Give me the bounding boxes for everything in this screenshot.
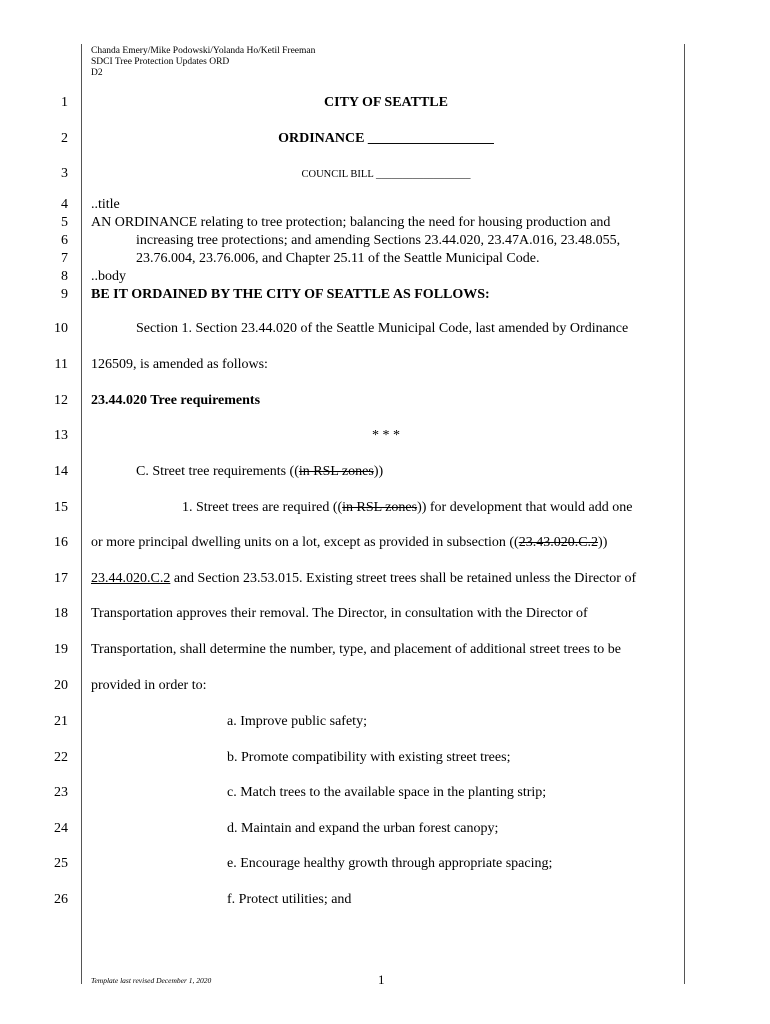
template-revision-note: Template last revised December 1, 2020 xyxy=(91,976,212,985)
text-run: and Section 23.53.015. Existing street trees shall be retained unless the Director of xyxy=(170,571,637,586)
line-number: 21 xyxy=(54,714,68,729)
line-number: 11 xyxy=(54,357,68,372)
list-item: c. Match trees to the available space in the planting strip; xyxy=(227,785,547,800)
enacting-clause: BE IT ORDAINED BY THE CITY OF SEATTLE AS FOLLOWS: xyxy=(91,287,490,302)
paragraph-text: provided in order to: xyxy=(91,678,207,693)
line-number: 12 xyxy=(54,393,68,408)
omission-asterisks: * * * xyxy=(372,428,400,443)
line-number: 18 xyxy=(54,606,68,621)
subsection-c xyxy=(136,463,383,481)
right-margin-rule xyxy=(684,44,685,984)
text-run: )) xyxy=(373,464,384,479)
title-marker: ..title xyxy=(91,197,120,212)
line-number: 4 xyxy=(61,197,68,212)
list-item: a. Improve public safety; xyxy=(227,714,367,729)
header-authors: Chanda Emery/Mike Podowski/Yolanda Ho/Ketil Freeman xyxy=(91,46,316,56)
body-marker: ..body xyxy=(91,269,126,284)
title-line: AN ORDINANCE relating to tree protection; balancing the need for housing production and xyxy=(91,215,611,230)
list-item: d. Maintain and expand the urban forest canopy; xyxy=(227,821,499,836)
line-number: 19 xyxy=(54,642,68,657)
text-run: C. Street tree requirements (( xyxy=(136,464,299,479)
list-item: f. Protect utilities; and xyxy=(227,892,352,907)
line-number: 9 xyxy=(61,287,68,302)
line-number: 13 xyxy=(54,428,68,443)
paragraph-text: Transportation, shall determine the number, type, and placement of additional street trees to be xyxy=(91,642,621,657)
line-number: 17 xyxy=(54,571,68,586)
section-text: Section 1. Section 23.44.020 of the Seattle Municipal Code, last amended by Ordinance xyxy=(136,321,629,336)
line-number: 15 xyxy=(54,500,68,515)
left-margin-rule xyxy=(81,44,82,984)
line-number: 25 xyxy=(54,856,68,871)
deleted-text: in RSL zones xyxy=(298,464,374,479)
ordinance-heading: ORDINANCE __________________ xyxy=(278,131,494,146)
document-header xyxy=(91,46,315,79)
text-run: )) for development that would add one xyxy=(417,500,633,515)
list-item: b. Promote compatibility with existing street trees; xyxy=(227,750,511,765)
line-number: 26 xyxy=(54,892,68,907)
title-line: 23.76.004, 23.76.006, and Chapter 25.11 of the Seattle Municipal Code. xyxy=(136,251,540,266)
line-number: 20 xyxy=(54,678,68,693)
text-run: )) xyxy=(598,535,608,550)
paragraph-text xyxy=(91,534,607,552)
city-heading: CITY OF SEATTLE xyxy=(324,95,448,110)
line-number: 22 xyxy=(54,750,68,765)
line-number: 16 xyxy=(54,535,68,550)
line-number: 23 xyxy=(54,785,68,800)
title-line: increasing tree protections; and amending Sections 23.44.020, 23.47A.016, 23.48.055, xyxy=(136,233,621,248)
line-number: 8 xyxy=(61,269,68,284)
text-run: 1. Street trees are required (( xyxy=(182,500,343,515)
inserted-text: 23.44.020.C.2 xyxy=(91,571,171,586)
header-title: SDCI Tree Protection Updates ORD xyxy=(91,57,230,67)
code-section-heading: 23.44.020 Tree requirements xyxy=(91,393,261,408)
paragraph-text: Transportation approves their removal. The Director, in consultation with the Director of xyxy=(91,606,588,621)
paragraph-text xyxy=(91,570,636,588)
page-number: 1 xyxy=(378,972,385,987)
line-number: 5 xyxy=(61,215,68,230)
deleted-text: 23.43.020.C.2 xyxy=(518,535,599,550)
line-number: 24 xyxy=(54,821,68,836)
line-number: 10 xyxy=(54,321,68,336)
line-number: 3 xyxy=(61,166,68,181)
line-number: 7 xyxy=(61,251,68,266)
paragraph-1 xyxy=(182,499,632,517)
council-bill: COUNCIL BILL __________________ xyxy=(301,169,471,180)
line-number: 1 xyxy=(61,95,68,110)
section-text: 126509, is amended as follows: xyxy=(91,357,268,372)
list-item: e. Encourage healthy growth through appropriate spacing; xyxy=(227,856,553,871)
text-run: or more principal dwelling units on a lot, except as provided in subsection (( xyxy=(91,535,519,550)
line-number: 2 xyxy=(61,131,68,146)
line-number: 6 xyxy=(61,233,68,248)
deleted-text: in RSL zones xyxy=(342,500,418,515)
header-draft: D2 xyxy=(91,68,103,78)
line-number: 14 xyxy=(54,464,68,479)
